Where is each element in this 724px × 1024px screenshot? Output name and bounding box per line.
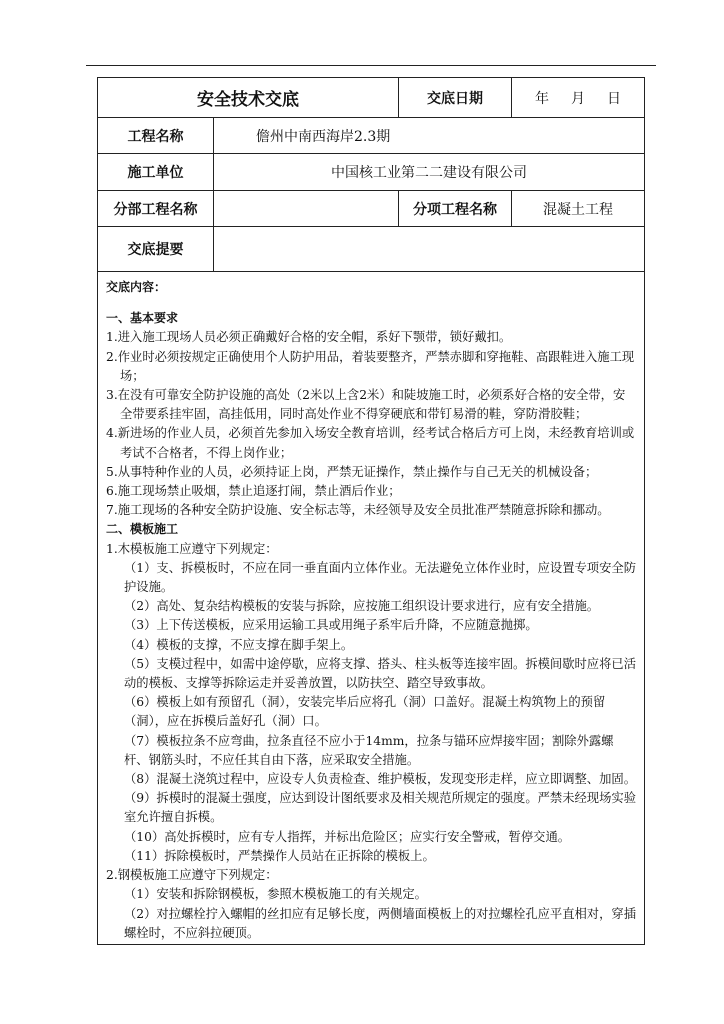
timber-rule: （6）模板上如有预留孔（洞），安装完毕后应将孔（洞）口盖好。混凝土构筑物上的预留（洞），应在拆模后盖好孔（洞）口。 xyxy=(124,695,606,729)
subdivision-value[interactable]: 混凝土工程 xyxy=(511,191,644,226)
basic-item: 6.施工现场禁止吸烟，禁止追逐打闹，禁止酒后作业； xyxy=(106,484,401,499)
date-month: 月 xyxy=(571,90,585,107)
project-value[interactable]: 儋州中南西海岸2.3期 xyxy=(213,118,644,153)
project-label: 工程名称 xyxy=(127,128,184,145)
date-day: 日 xyxy=(607,90,621,107)
steel-rule: （2）对拉螺栓拧入螺帽的丝扣应有足够长度，两侧墙面模板上的对拉螺栓孔应平直相对，穿插螺栓时，不应斜拉硬顶。 xyxy=(124,906,636,940)
timber-rule: （5）支模过程中，如需中途停歇，应将支撑、搭头、柱头板等连接牢固。拆模间歇时应将已活动的模板、支撑等拆除运走并妥善放置，以防扶空、踏空导致事故。 xyxy=(124,656,636,691)
title-row xyxy=(98,78,644,118)
timber-rule: （9）拆模时的混凝土强度，应达到设计图纸要求及相关规范所规定的强度。严禁未经现场实验室允许擅自拆模。 xyxy=(124,791,636,825)
summary-row xyxy=(98,227,644,272)
basic-item: 1.进入施工现场人员必须正确戴好合格的安全帽，系好下颚带，锁好戴扣。 xyxy=(106,330,512,345)
timber-rule: （2）高处、复杂结构模板的安装与拆除，应按施工组织设计要求进行，应有安全措施。 xyxy=(124,599,600,614)
basic-item: 7.施工现场的各种安全防护设施、安全标志等，未经领导及安全员批准严禁随意拆除和挪动。 xyxy=(106,503,610,518)
top-rule xyxy=(86,65,656,66)
content-heading: 交底内容： xyxy=(106,280,167,294)
form-title: 安全技术交底 xyxy=(197,90,299,110)
timber-rule: （1）支、拆模板时，不应在同一垂直面内立体作业。无法避免立体作业时，应设置专项安全防护设施。 xyxy=(124,560,636,595)
timber-formwork-heading: 1.木模板施工应遵守下列规定： xyxy=(106,541,278,556)
date-label: 交底日期 xyxy=(398,78,511,117)
basic-item: 5.从事特种作业的人员，必须持证上岗，严禁无证操作，禁止操作与自己无关的机械设备； xyxy=(106,464,598,479)
basic-item: 3.在没有可靠安全防护设施的高处（2米以上含2米）和陡坡施工时，必须系好合格的安全带，安全带要系挂牢固，高挂低用，同时高处作业不得穿硬底和带钉易滑的鞋，穿防滑胶鞋； xyxy=(106,388,626,422)
unit-label: 施工单位 xyxy=(127,165,184,181)
unit-row xyxy=(98,154,644,191)
disclosure-form xyxy=(97,77,645,945)
timber-rule: （4）模板的支撑，不应支撑在脚手架上。 xyxy=(124,637,354,652)
steel-rule: （1）安装和拆除钢模板，参照木模板施工的有关规定。 xyxy=(124,887,427,902)
timber-rule: （10）高处拆模时，应有专人指挥，并标出危险区；应实行安全警戒，暂停交通。 xyxy=(124,829,571,844)
timber-rule: （11）拆除模板时，严禁操作人员站在正拆除的模板上。 xyxy=(124,848,435,863)
basic-item: 2.作业时必须按规定正确使用个人防护用品，着装要整齐，严禁赤脚和穿拖鞋、高跟鞋进入施工现场； xyxy=(106,349,635,383)
summary-value[interactable] xyxy=(213,227,644,271)
project-row xyxy=(98,118,644,154)
section-basic-title: 一、基本要求 xyxy=(106,311,179,326)
division-row xyxy=(98,191,644,227)
date-field[interactable] xyxy=(511,78,644,117)
unit-value[interactable]: 中国核工业第二二建设有限公司 xyxy=(213,154,644,190)
disclosure-content xyxy=(98,272,644,944)
timber-rule: （8）混凝土浇筑过程中，应设专人负责检查、维护模板，发现变形走样，应立即调整、加固。 xyxy=(124,772,636,787)
timber-rule: （3）上下传送模板，应采用运输工具或用绳子系牢后升降，不应随意抛掷。 xyxy=(124,618,538,633)
date-year: 年 xyxy=(535,90,549,107)
division-label: 分部工程名称 xyxy=(113,201,198,218)
basic-item: 4.新进场的作业人员，必须首先参加入场安全教育培训，经考试合格后方可上岗，未经教育培训或考试不合格者，不得上岗作业； xyxy=(106,426,635,460)
section-formwork-title: 二、模板施工 xyxy=(106,522,179,537)
steel-formwork-heading: 2.钢模板施工应遵守下列规定： xyxy=(106,868,278,883)
subdivision-label: 分项工程名称 xyxy=(398,191,511,226)
division-value[interactable] xyxy=(213,191,398,226)
timber-rule: （7）模板拉条不应弯曲，拉条直径不应小于14mm，拉条与锚环应焊接牢固；割除外露螺杆、钢筋头时，不应任其自由下落，应采取安全措施。 xyxy=(124,733,614,767)
summary-label: 交底提要 xyxy=(127,242,184,258)
